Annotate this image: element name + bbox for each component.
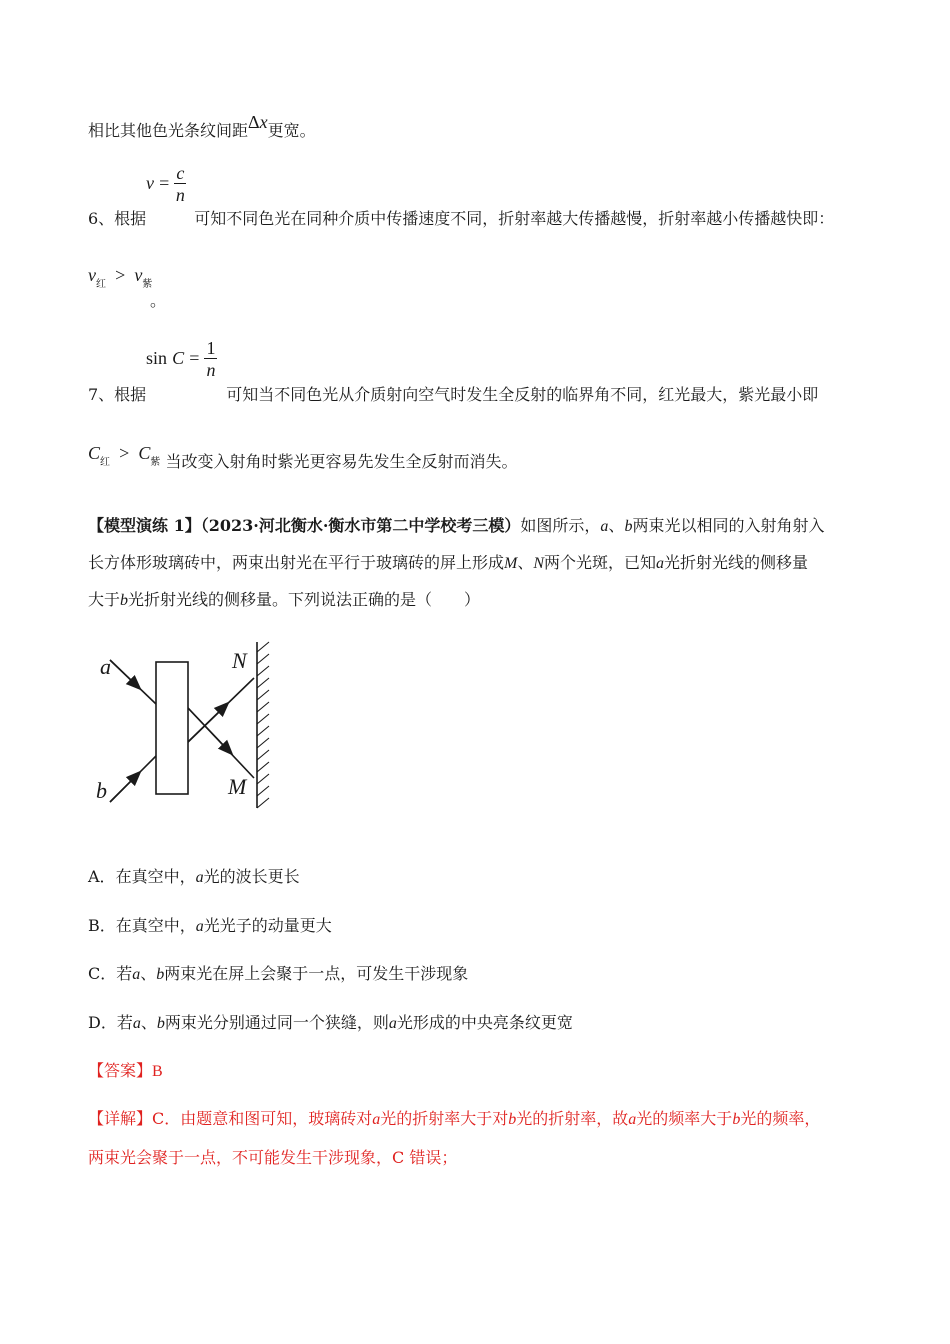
- detail-t1: C．由题意和图可知，玻璃砖对: [152, 1109, 373, 1128]
- detail-b2: b: [732, 1111, 741, 1128]
- option-var2: b: [156, 1015, 165, 1032]
- ineq-sub1: 红: [96, 279, 106, 290]
- answer-value: B: [152, 1063, 163, 1080]
- formula-sinc: [146, 338, 217, 381]
- x-symbol: x: [259, 112, 268, 132]
- fraction-num: c: [176, 163, 185, 183]
- item6-label: 6、根据: [88, 209, 147, 228]
- option-b[interactable]: [88, 913, 332, 936]
- item7-line: [88, 382, 818, 405]
- problem-line2a: 长方体形玻璃砖中，两束出射光在平行于玻璃砖的屏上形成: [88, 553, 505, 572]
- option-c[interactable]: [88, 961, 468, 984]
- formula-fraction: [174, 163, 186, 206]
- sep2: 、: [517, 553, 534, 572]
- formula-fraction2: [204, 338, 217, 381]
- option-mid: 、: [140, 1013, 157, 1032]
- problem-line3a: 大于: [88, 590, 121, 609]
- detail-line2: 两束光会聚于一点，不可能发生干涉现象，C 错误；: [88, 1148, 458, 1167]
- fraction-den: n: [175, 185, 185, 205]
- var-a2: a: [656, 555, 665, 572]
- detail-t2: 光的折射率大于对: [380, 1109, 509, 1128]
- ineq-gt: >: [115, 265, 126, 285]
- item6-line: [88, 206, 834, 229]
- problem-t2: 两束光以相同的入射角射入: [632, 516, 825, 535]
- option-pre: 若: [116, 964, 133, 983]
- ineq7-gt: >: [119, 443, 130, 463]
- option-post: 光的波长更长: [203, 867, 300, 886]
- ineq7-sub2: 紫: [150, 457, 161, 468]
- inequality-c: [88, 441, 518, 471]
- line1-post: 更宽。: [267, 121, 316, 140]
- var-a: a: [600, 518, 609, 535]
- option-post2: 光形成的中央亮条纹更宽: [396, 1013, 573, 1032]
- answer: [88, 1058, 163, 1081]
- detail-label: 【详解】: [88, 1109, 153, 1128]
- option-letter: B．: [88, 916, 116, 935]
- formula-eq: =: [159, 173, 170, 193]
- option-var2: b: [156, 966, 165, 983]
- problem-tag: 【模型演练 1】: [88, 516, 201, 535]
- delta-symbol: Δ: [248, 112, 260, 132]
- formula-sin: sin: [146, 348, 168, 368]
- var-b2: b: [120, 592, 129, 609]
- option-letter: C．: [88, 964, 117, 983]
- problem-line2c: 光折射光线的侧移量: [664, 553, 809, 572]
- option-d[interactable]: [88, 1010, 573, 1033]
- problem-line2b: 两个光斑，已知: [544, 553, 657, 572]
- detail-t3: 光的折射率，故: [516, 1109, 629, 1128]
- ineq7-c1: C: [88, 443, 101, 463]
- formula-v-c-n: [146, 163, 186, 206]
- item7-text: 可知当不同色光从介质射向空气时发生全反射的临界角不同，红光最大，紫光最小即: [226, 385, 819, 404]
- option-post: 两束光在屏上会聚于一点，可发生干涉现象: [164, 964, 469, 983]
- text-line-spacing: [88, 112, 316, 141]
- figure-label-N: N: [232, 648, 247, 673]
- ineq6-end: 。: [150, 291, 167, 310]
- ineq7-c2: C: [138, 443, 151, 463]
- detail-t4: 光的频率大于: [636, 1109, 733, 1128]
- option-post: 光光子的动量更大: [203, 916, 332, 935]
- item7-label: 7、根据: [88, 385, 147, 404]
- option-post: 两束光分别通过同一个狭缝，则: [164, 1013, 389, 1032]
- problem-t1: 如图所示，: [520, 516, 601, 535]
- option-var: a: [195, 869, 204, 886]
- detail-a1: a: [372, 1111, 381, 1128]
- ineq7-text: 当改变入射角时紫光更容易先发生全反射而消失。: [165, 452, 518, 471]
- detail-a2: a: [628, 1111, 637, 1128]
- detail-t5: 光的频率，: [740, 1109, 821, 1128]
- option-var: a: [132, 1015, 141, 1032]
- glass-brick-figure: [88, 638, 278, 814]
- var-N: N: [533, 555, 545, 572]
- detail: [88, 1100, 868, 1177]
- ineq-v1: v: [88, 265, 96, 285]
- answer-label: 【答案】: [88, 1061, 153, 1080]
- figure-label-M: M: [228, 774, 247, 799]
- line1-pre: 相比其他色光条纹间距: [88, 121, 249, 140]
- item6-text: 可知不同色光在同种介质中传播速度不同，折射率越大传播越慢，折射率越小传播越快即：: [194, 209, 835, 228]
- ineq-v2: v: [134, 265, 143, 285]
- ineq7-sub1: 红: [100, 457, 111, 468]
- option-a[interactable]: [88, 864, 300, 887]
- ineq-sub2: 紫: [142, 279, 153, 290]
- figure-label-a: a: [100, 654, 111, 679]
- option-mid: 、: [140, 964, 157, 983]
- inequality-v: [88, 265, 153, 290]
- formula-c: C: [172, 348, 185, 368]
- option-var: a: [195, 918, 204, 935]
- problem-statement: [88, 508, 868, 619]
- detail-b1: b: [508, 1111, 517, 1128]
- fraction2-den: n: [206, 360, 216, 380]
- problem-line3b: 光折射光线的侧移量。下列说法正确的是（ ）: [128, 590, 481, 609]
- option-var3: a: [388, 1015, 397, 1032]
- glass-brick: [156, 662, 188, 794]
- figure-label-b: b: [96, 778, 107, 803]
- option-pre: 若: [116, 1013, 133, 1032]
- var-b: b: [624, 518, 633, 535]
- option-var: a: [132, 966, 141, 983]
- sep: 、: [608, 516, 625, 535]
- problem-source: （2023·河北衡水·衡水市第二中学校考三模）: [200, 516, 521, 535]
- option-letter: A．: [88, 867, 116, 886]
- option-pre: 在真空中，: [115, 867, 196, 886]
- formula-v: v: [146, 173, 154, 193]
- var-M: M: [504, 555, 518, 572]
- option-letter: D．: [88, 1013, 117, 1032]
- option-pre: 在真空中，: [115, 916, 196, 935]
- fraction2-num: 1: [206, 338, 216, 358]
- formula-eq2: =: [189, 348, 200, 368]
- screen-hatch: [257, 642, 269, 808]
